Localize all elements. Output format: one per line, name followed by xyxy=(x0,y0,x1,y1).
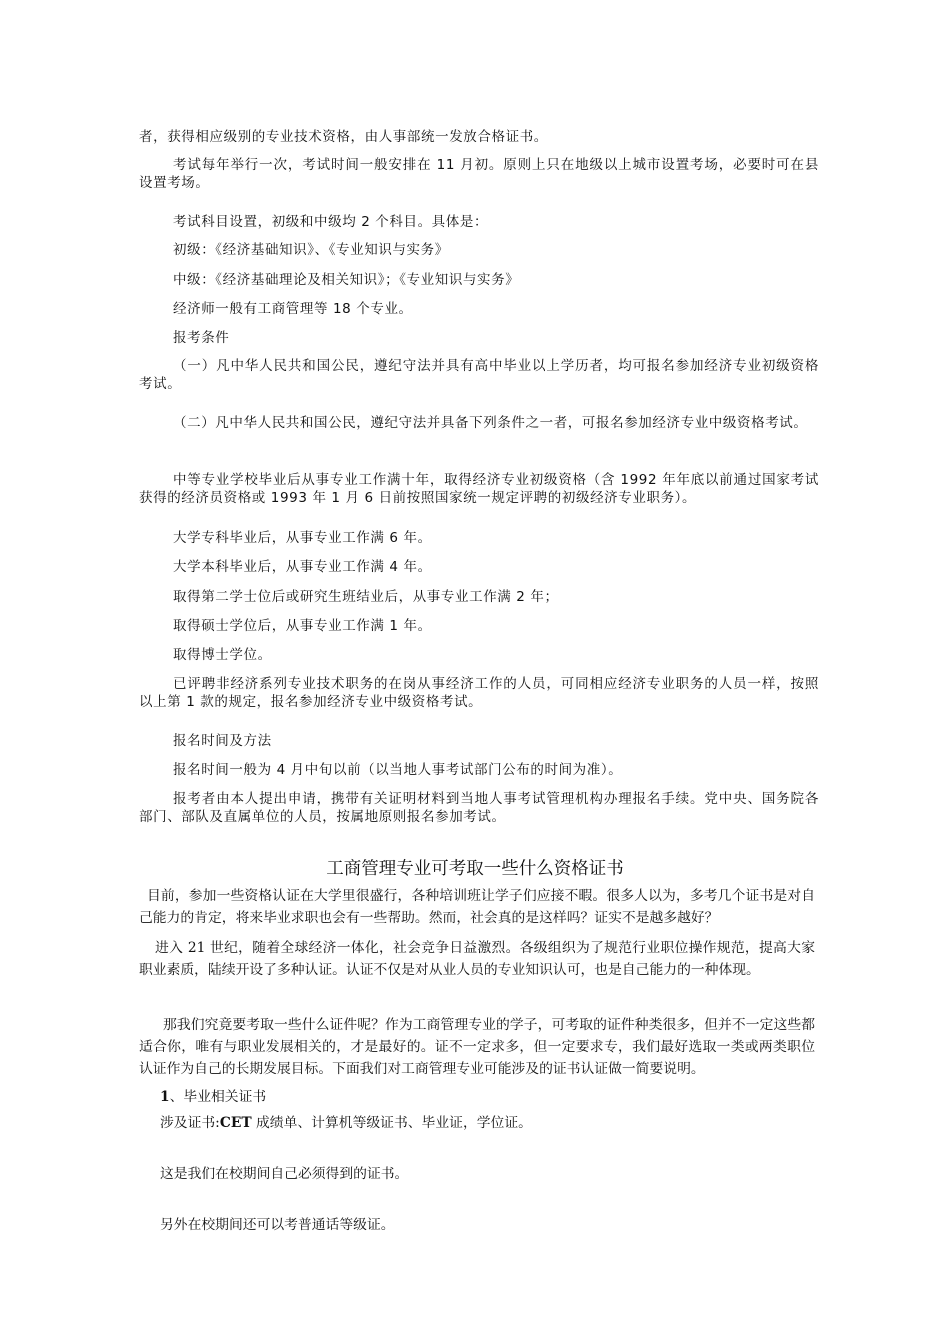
paragraph: 这是我们在校期间自己必须得到的证书。 xyxy=(160,1166,409,1182)
paragraph: 那我们究竟要考取一些什么证件呢？作为工商管理专业的学子，可考取的证件种类很多，但并不一定这些都适合你，唯有与职业发展相关的，才是最好的。证不一定求多，但一定要求专，我们最好选取一类或两类职位认证作为自己的长期发展目标。下面我们对工商管理专业可能涉及的证书认证做一简要说明。 xyxy=(139,1017,815,1077)
paragraph: 考试每年举行一次，考试时间一般安排在 11 月初。原则上只在地级以上城市设置考场，必要时可在县设置考场。 xyxy=(139,157,819,191)
paragraph-rest: 成绩单、计算机等级证书、毕业证，学位证。 xyxy=(256,1115,532,1131)
cet-label: CET xyxy=(219,1115,252,1131)
article-title: 工商管理专业可考取一些什么资格证书 xyxy=(326,859,624,879)
paragraph: 目前，参加一些资格认证在大学里很盛行，各种培训班让学子们应接不暇。很多人以为，多考几个证书是对自己能力的肯定，将来毕业求职也会有一些帮助。然而，社会真的是这样吗？证实不是越多越好？ xyxy=(139,888,815,926)
paragraph: 报考者由本人提出申请，携带有关证明材料到当地人事考试管理机构办理报名手续。党中央、国务院各部门、部队及直属单位的人员，按属地原则报名参加考试。 xyxy=(139,791,819,825)
paragraph: 中级：《经济基础理论及相关知识》；《专业知识与实务》 xyxy=(173,272,520,288)
paragraph: 进入 21 世纪，随着全球经济一体化，社会竞争日益激烈。各级组织为了规范行业职位操作规范，提高大家职业素质，陆续开设了多种认证。认证不仅是对从业人员的专业知识认可，也是自己能力的一种体现。 xyxy=(139,940,815,978)
list-heading xyxy=(160,1086,836,1108)
paragraph: （二）凡中华人民共和国公民，遵纪守法并具备下列条件之一者，可报名参加经济专业中级资格考试。 xyxy=(173,415,808,431)
paragraph: 者，获得相应级别的专业技术资格，由人事部统一发放合格证书。 xyxy=(139,129,548,145)
paragraph: 另外在校期间还可以考普通话等级证。 xyxy=(160,1217,395,1233)
section-heading: 报考条件 xyxy=(173,330,230,346)
list-heading-text: 、毕业相关证书 xyxy=(169,1089,267,1105)
paragraph: 已评聘非经济系列专业技术职务的在岗从事经济工作的人员，可同相应经济专业职务的人员一样，按照以上第 1 款的规定，报名参加经济专业中级资格考试。 xyxy=(139,676,819,710)
paragraph: 取得硕士学位后，从事专业工作满 1 年。 xyxy=(173,618,432,634)
paragraph: 初级：《经济基础知识》、《专业知识与实务》 xyxy=(173,242,449,258)
paragraph-prefix: 涉及证书: xyxy=(160,1115,220,1131)
paragraph: 经济师一般有工商管理等 18 个专业。 xyxy=(173,301,413,317)
paragraph: 中等专业学校毕业后从事专业工作满十年，取得经济专业初级资格（含 1992 年年底以前通过国家考试获得的经济员资格或 1993 年 1 月 6 日前按照国家统一规定评聘的初级经济专业职务）。 xyxy=(139,472,819,506)
paragraph: 考试科目设置，初级和中级均 2 个科目。具体是： xyxy=(173,214,489,230)
paragraph: 报名时间一般为 4 月中旬以前（以当地人事考试部门公布的时间为准）。 xyxy=(173,762,623,778)
paragraph: 大学专科毕业后，从事专业工作满 6 年。 xyxy=(173,530,432,546)
paragraph: （一）凡中华人民共和国公民，遵纪守法并具有高中毕业以上学历者，均可报名参加经济专业初级资格考试。 xyxy=(139,358,819,392)
paragraph: 大学本科毕业后，从事专业工作满 4 年。 xyxy=(173,559,432,575)
paragraph: 取得第二学士位后或研究生班结业后，从事专业工作满 2 年； xyxy=(173,589,559,605)
section-heading: 报名时间及方法 xyxy=(173,733,272,749)
paragraph: 取得博士学位。 xyxy=(173,647,272,663)
list-number: 1 xyxy=(160,1089,170,1105)
paragraph xyxy=(160,1112,836,1134)
